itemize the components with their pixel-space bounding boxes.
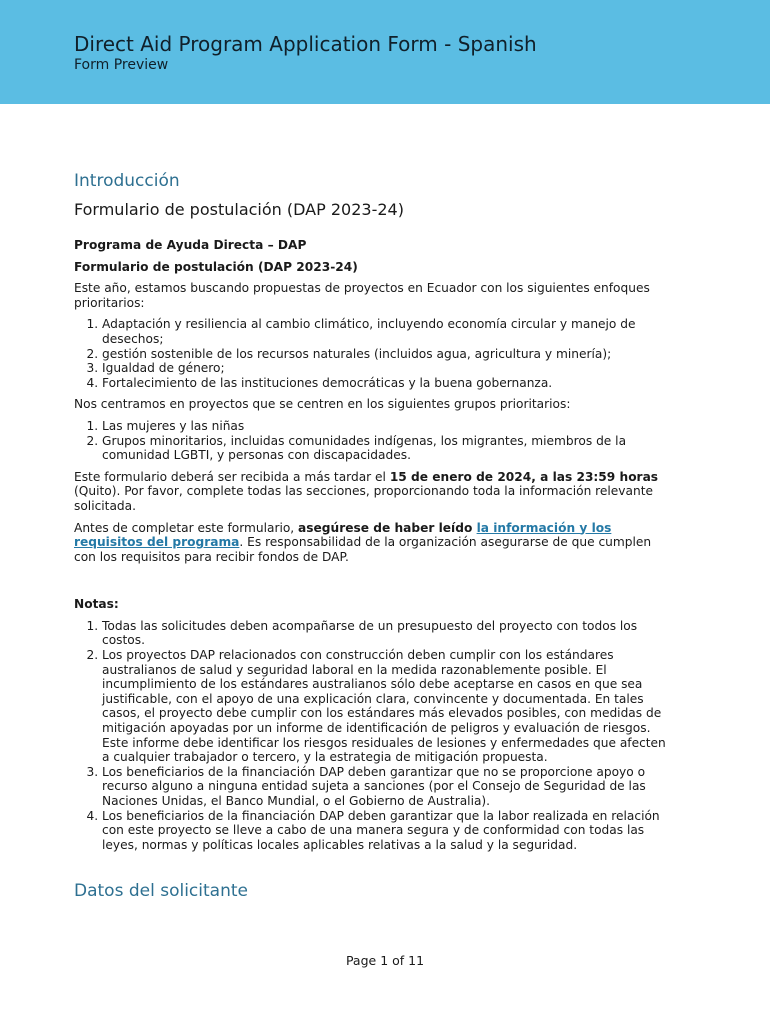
intro-paragraph: Este año, estamos buscando propuestas de proyectos en Ecuador con los siguientes enfoques prioritarios: — [74, 281, 650, 310]
list-item: 3. Los beneficiarios de la financiación DAP deben garantizar que no se proporcione apoyo o recurso alguno a ninguna entidad sujeta a sanciones (por el Consejo de Seguridad de las Naciones Unidas, el Banco Mundial, o el Gobierno de Australia). — [102, 765, 674, 809]
form-content — [74, 170, 674, 902]
page-title: Direct Aid Program Application Form - Spanish — [74, 32, 537, 56]
deadline-paragraph — [74, 470, 674, 514]
page-header — [0, 0, 770, 104]
list-item: 1. Adaptación y resiliencia al cambio climático, incluyendo economía circular y manejo de desechos; — [102, 317, 674, 346]
program-line: Programa de Ayuda Directa – DAP — [74, 238, 307, 252]
groups-intro: Nos centramos en proyectos que se centren en los siguientes grupos prioritarios: — [74, 397, 571, 412]
notes-heading: Notas: — [74, 597, 119, 612]
list-item: 1. Las mujeres y las niñas — [102, 419, 674, 434]
section-heading-intro: Introducción — [74, 171, 180, 191]
list-item: 4. Fortalecimiento de las instituciones democráticas y la buena gobernanza. — [102, 376, 674, 391]
list-item: 1. Todas las solicitudes deben acompañarse de un presupuesto del proyecto con todos los costos. — [102, 619, 674, 648]
page-number: Page 1 of 11 — [345, 953, 425, 968]
deadline-date: 15 de enero de 2024, a las 23:59 horas — [389, 469, 659, 484]
deadline-text-end: (Quito). Por favor, complete todas las secciones, proporcionando toda la información relevante solicitada. — [74, 484, 653, 513]
requirements-emphasis: asegúrese de haber leído — [298, 520, 477, 535]
list-item: 4. Los beneficiarios de la financiación DAP deben garantizar que la labor realizada en relación con este proyecto se lleve a cabo de una manera segura y de conformidad con todas las leyes, normas y políticas locales aplicables relativas a la salud y la seguridad. — [102, 809, 674, 853]
form-title: Formulario de postulación (DAP 2023-24) — [74, 200, 404, 219]
groups-list — [74, 419, 674, 463]
requirements-paragraph — [74, 521, 674, 565]
list-item: 2. gestión sostenible de los recursos naturales (incluidos agua, agricultura y minería); — [102, 347, 674, 362]
form-line: Formulario de postulación (DAP 2023-24) — [74, 259, 358, 274]
list-item: 3. Igualdad de género; — [102, 361, 674, 376]
program-requirements-link[interactable]: la información y los requisitos del programa — [74, 520, 612, 550]
notes-list — [74, 619, 674, 853]
list-item: 2. Los proyectos DAP relacionados con construcción deben cumplir con los estándares australianos de salud y seguridad laboral en la medida razonablemente posible. El incumplimiento de los estándares australianos sólo debe aceptarse en casos en que sea justificable, con el apoyo de una explicación clara, convincente y documentada. En tales casos, el proyecto debe cumplir con los estándares más elevados posibles, con medidas de mitigación apoyadas por un informe de identificación de peligros y evaluación de riesgos. Este informe debe identificar los riesgos residuales de lesiones y enfermedades que afecten a cualquier trabajador o tercero, y la estrategia de mitigación propuesta. — [102, 648, 674, 765]
priorities-list — [74, 317, 674, 390]
requirements-text: Antes de completar este formulario, — [74, 520, 299, 535]
deadline-text: Este formulario deberá ser recibida a más tardar el — [74, 469, 390, 484]
page-subtitle: Form Preview — [74, 57, 169, 73]
requirements-text-end: . Es responsabilidad de la organización asegurarse de que cumplen con los requisitos para recibir fondos de DAP. — [74, 535, 652, 564]
list-item: 2. Grupos minoritarios, incluidas comunidades indígenas, los migrantes, miembros de la comunidad LGBTI, y personas con discapacidades. — [102, 434, 674, 463]
section-heading-applicant: Datos del solicitante — [74, 881, 248, 902]
